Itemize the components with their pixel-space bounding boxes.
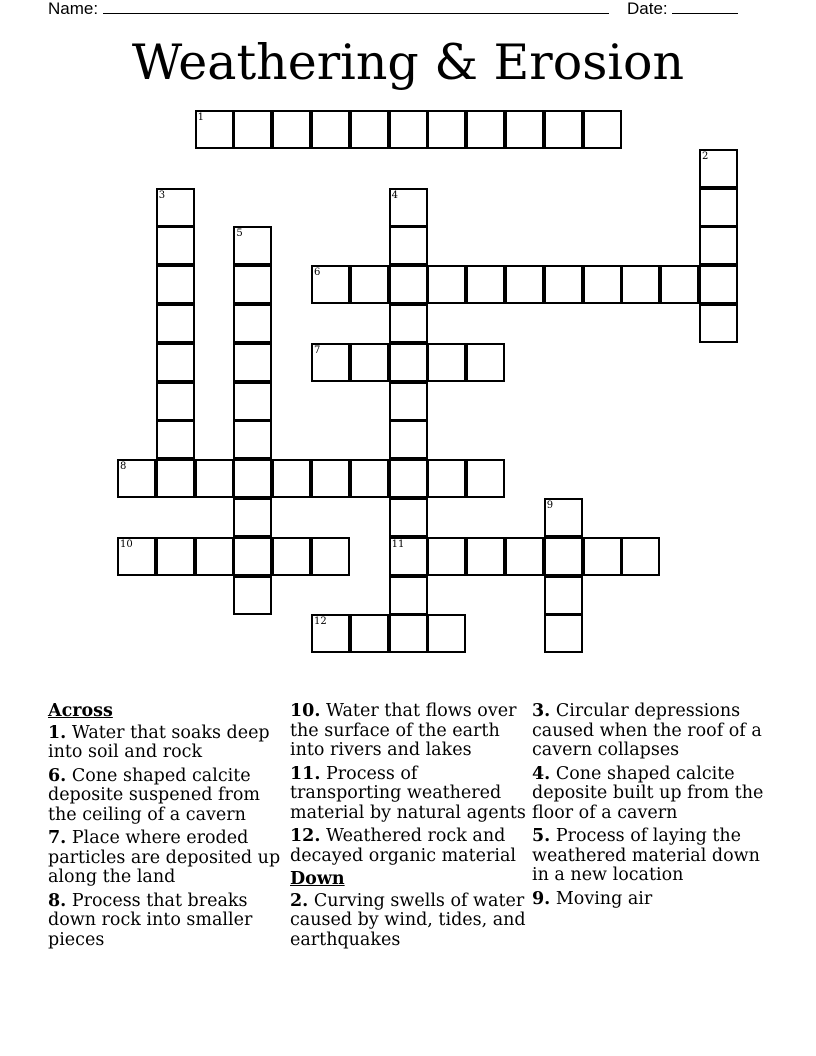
grid-cell[interactable]: [117, 459, 156, 498]
page-title: Weathering & Erosion: [131, 34, 685, 91]
clue-number: 11.: [290, 763, 321, 784]
grid-cell[interactable]: [427, 110, 466, 149]
grid-cell[interactable]: [117, 537, 156, 576]
clue-text: Circular depressions caused when the roof of a cavern collapses: [532, 701, 762, 760]
grid-cell[interactable]: [350, 614, 389, 653]
grid-cell[interactable]: [156, 343, 195, 382]
grid-cell[interactable]: [233, 576, 272, 615]
clue-number-label: 9: [546, 500, 554, 511]
grid-cell[interactable]: [233, 537, 272, 576]
grid-cell[interactable]: [233, 304, 272, 343]
clue-number: 9.: [532, 888, 551, 909]
date-label: Date:: [627, 0, 668, 18]
clue-number: 5.: [532, 826, 551, 846]
grid-cell[interactable]: [233, 498, 272, 537]
clue-number: 7.: [48, 828, 67, 848]
clue-column-1: [48, 702, 284, 954]
clue-number-label: 4: [391, 189, 398, 201]
across-clue: [48, 829, 284, 888]
grid-cell[interactable]: [311, 265, 350, 304]
grid-cell[interactable]: [427, 343, 466, 382]
grid-cell[interactable]: [466, 265, 505, 304]
grid-cell[interactable]: [233, 265, 272, 304]
grid-cell[interactable]: [195, 110, 234, 149]
grid-cell[interactable]: [544, 614, 583, 653]
clue-number-label: 7: [314, 344, 321, 356]
grid-cell[interactable]: [156, 226, 195, 265]
clue-number-label: 12: [314, 616, 327, 628]
across-clue: [48, 892, 284, 951]
clue-text: Water that soaks deep into soil and rock: [48, 722, 270, 762]
grid-cell[interactable]: [389, 420, 428, 459]
grid-cell[interactable]: [311, 343, 350, 382]
clue-number-label: 11: [391, 538, 405, 550]
grid-cell[interactable]: [156, 265, 195, 304]
grid-cell[interactable]: [699, 149, 738, 188]
grid-cell[interactable]: [156, 382, 195, 421]
grid-cell[interactable]: [156, 537, 195, 576]
grid-cell[interactable]: [350, 459, 389, 498]
clue-number: 12.: [290, 826, 321, 846]
down-clue: [532, 827, 768, 886]
grid-cell[interactable]: [389, 498, 428, 537]
clue-text: Cone shaped calcite deposite built up from the floor of a cavern: [532, 763, 764, 823]
grid-cell[interactable]: [466, 537, 505, 576]
clue-text: Water that flows over the surface of the earth into rivers and lakes: [290, 701, 517, 760]
grid-cell[interactable]: [389, 459, 428, 498]
grid-cell[interactable]: [544, 110, 583, 149]
grid-cell[interactable]: [583, 110, 622, 149]
grid-cell[interactable]: [699, 265, 738, 304]
grid-cell[interactable]: [311, 110, 350, 149]
grid-cell[interactable]: [195, 537, 234, 576]
down-clue: [532, 890, 768, 910]
clue-text: Curving swells of water caused by wind, tides, and earthquakes: [290, 890, 526, 950]
grid-cell[interactable]: [389, 265, 428, 304]
grid-cell[interactable]: [272, 459, 311, 498]
clue-text: Place where eroded particles are deposited up along the land: [48, 828, 281, 887]
clue-column-3: [532, 702, 768, 913]
across-clue: [290, 765, 526, 824]
grid-cell[interactable]: [156, 459, 195, 498]
grid-cell[interactable]: [195, 459, 234, 498]
grid-cell[interactable]: [350, 110, 389, 149]
grid-cell[interactable]: [427, 265, 466, 304]
grid-cell[interactable]: [156, 420, 195, 459]
grid-cell[interactable]: [156, 188, 195, 227]
grid-cell[interactable]: [466, 110, 505, 149]
clue-number: 1.: [48, 722, 67, 743]
grid-cell[interactable]: [427, 537, 466, 576]
grid-cell[interactable]: [311, 459, 350, 498]
clue-text: Process that breaks down rock into smaller pieces: [48, 890, 253, 950]
clue-number: 2.: [290, 890, 309, 911]
grid-cell[interactable]: [389, 382, 428, 421]
clue-number-label: 10: [120, 538, 133, 550]
grid-cell[interactable]: [544, 265, 583, 304]
grid-cell[interactable]: [233, 110, 272, 149]
clue-number: 8.: [48, 890, 67, 911]
grid-cell[interactable]: [427, 459, 466, 498]
clue-number: 10.: [290, 701, 321, 721]
clue-number-label: 1: [197, 112, 204, 123]
clue-number-label: 2: [702, 150, 709, 162]
grid-cell[interactable]: [311, 537, 350, 576]
grid-cell[interactable]: [544, 498, 583, 537]
across-heading: Across: [48, 701, 113, 721]
across-clue: [290, 827, 526, 866]
grid-cell[interactable]: [389, 110, 428, 149]
grid-cell[interactable]: [699, 304, 738, 343]
grid-cell[interactable]: [389, 226, 428, 265]
down-clue: [532, 765, 768, 824]
clue-number: 4.: [532, 763, 551, 784]
clue-number: 6.: [48, 765, 67, 786]
grid-cell[interactable]: [505, 537, 544, 576]
grid-cell[interactable]: [233, 420, 272, 459]
grid-cell[interactable]: [699, 188, 738, 227]
grid-cell[interactable]: [272, 110, 311, 149]
grid-cell[interactable]: [350, 265, 389, 304]
grid-cell[interactable]: [621, 537, 660, 576]
grid-cell[interactable]: [272, 537, 311, 576]
across-clue: [48, 724, 284, 763]
grid-cell[interactable]: [389, 304, 428, 343]
grid-cell[interactable]: [427, 614, 466, 653]
grid-cell[interactable]: [389, 343, 428, 382]
down-clue: [532, 702, 768, 761]
down-clue: [290, 892, 526, 951]
grid-cell[interactable]: [233, 226, 272, 265]
grid-cell[interactable]: [505, 265, 544, 304]
name-label: Name:: [48, 0, 99, 18]
grid-cell[interactable]: [544, 537, 583, 576]
across-clue: [290, 702, 526, 761]
clue-number-label: 3: [158, 189, 166, 201]
grid-cell[interactable]: [583, 265, 622, 304]
clue-number-label: 6: [314, 267, 321, 279]
grid-cell[interactable]: [466, 343, 505, 382]
grid-cell[interactable]: [583, 537, 622, 576]
clue-text: Weathered rock and decayed organic material: [290, 826, 516, 866]
grid-cell[interactable]: [233, 382, 272, 421]
grid-cell[interactable]: [311, 614, 350, 653]
clue-text: Process of transporting weathered material by natural agents: [290, 763, 526, 823]
clue-number-label: 5: [236, 228, 243, 240]
clue-number: 3.: [532, 701, 551, 721]
grid-cell[interactable]: [233, 459, 272, 498]
grid-cell[interactable]: [156, 304, 195, 343]
grid-cell[interactable]: [389, 614, 428, 653]
clue-text: Process of laying the weathered material down in a new location: [532, 826, 760, 885]
clue-number-label: 8: [120, 461, 127, 473]
grid-cell[interactable]: [233, 343, 272, 382]
across-clue: [48, 767, 284, 826]
clue-text: Cone shaped calcite deposite suspened from the ceiling of a cavern: [48, 765, 260, 825]
grid-cell[interactable]: [505, 110, 544, 149]
down-heading: Down: [290, 869, 345, 889]
grid-cell[interactable]: [621, 265, 660, 304]
clue-text: Moving air: [555, 888, 653, 909]
clue-column-2: [290, 702, 526, 954]
grid-cell[interactable]: [660, 265, 699, 304]
grid-cell[interactable]: [699, 226, 738, 265]
grid-cell[interactable]: [350, 343, 389, 382]
grid-cell[interactable]: [544, 576, 583, 615]
grid-cell[interactable]: [389, 188, 428, 227]
grid-cell[interactable]: [389, 537, 428, 576]
grid-cell[interactable]: [389, 576, 428, 615]
grid-cell[interactable]: [466, 459, 505, 498]
